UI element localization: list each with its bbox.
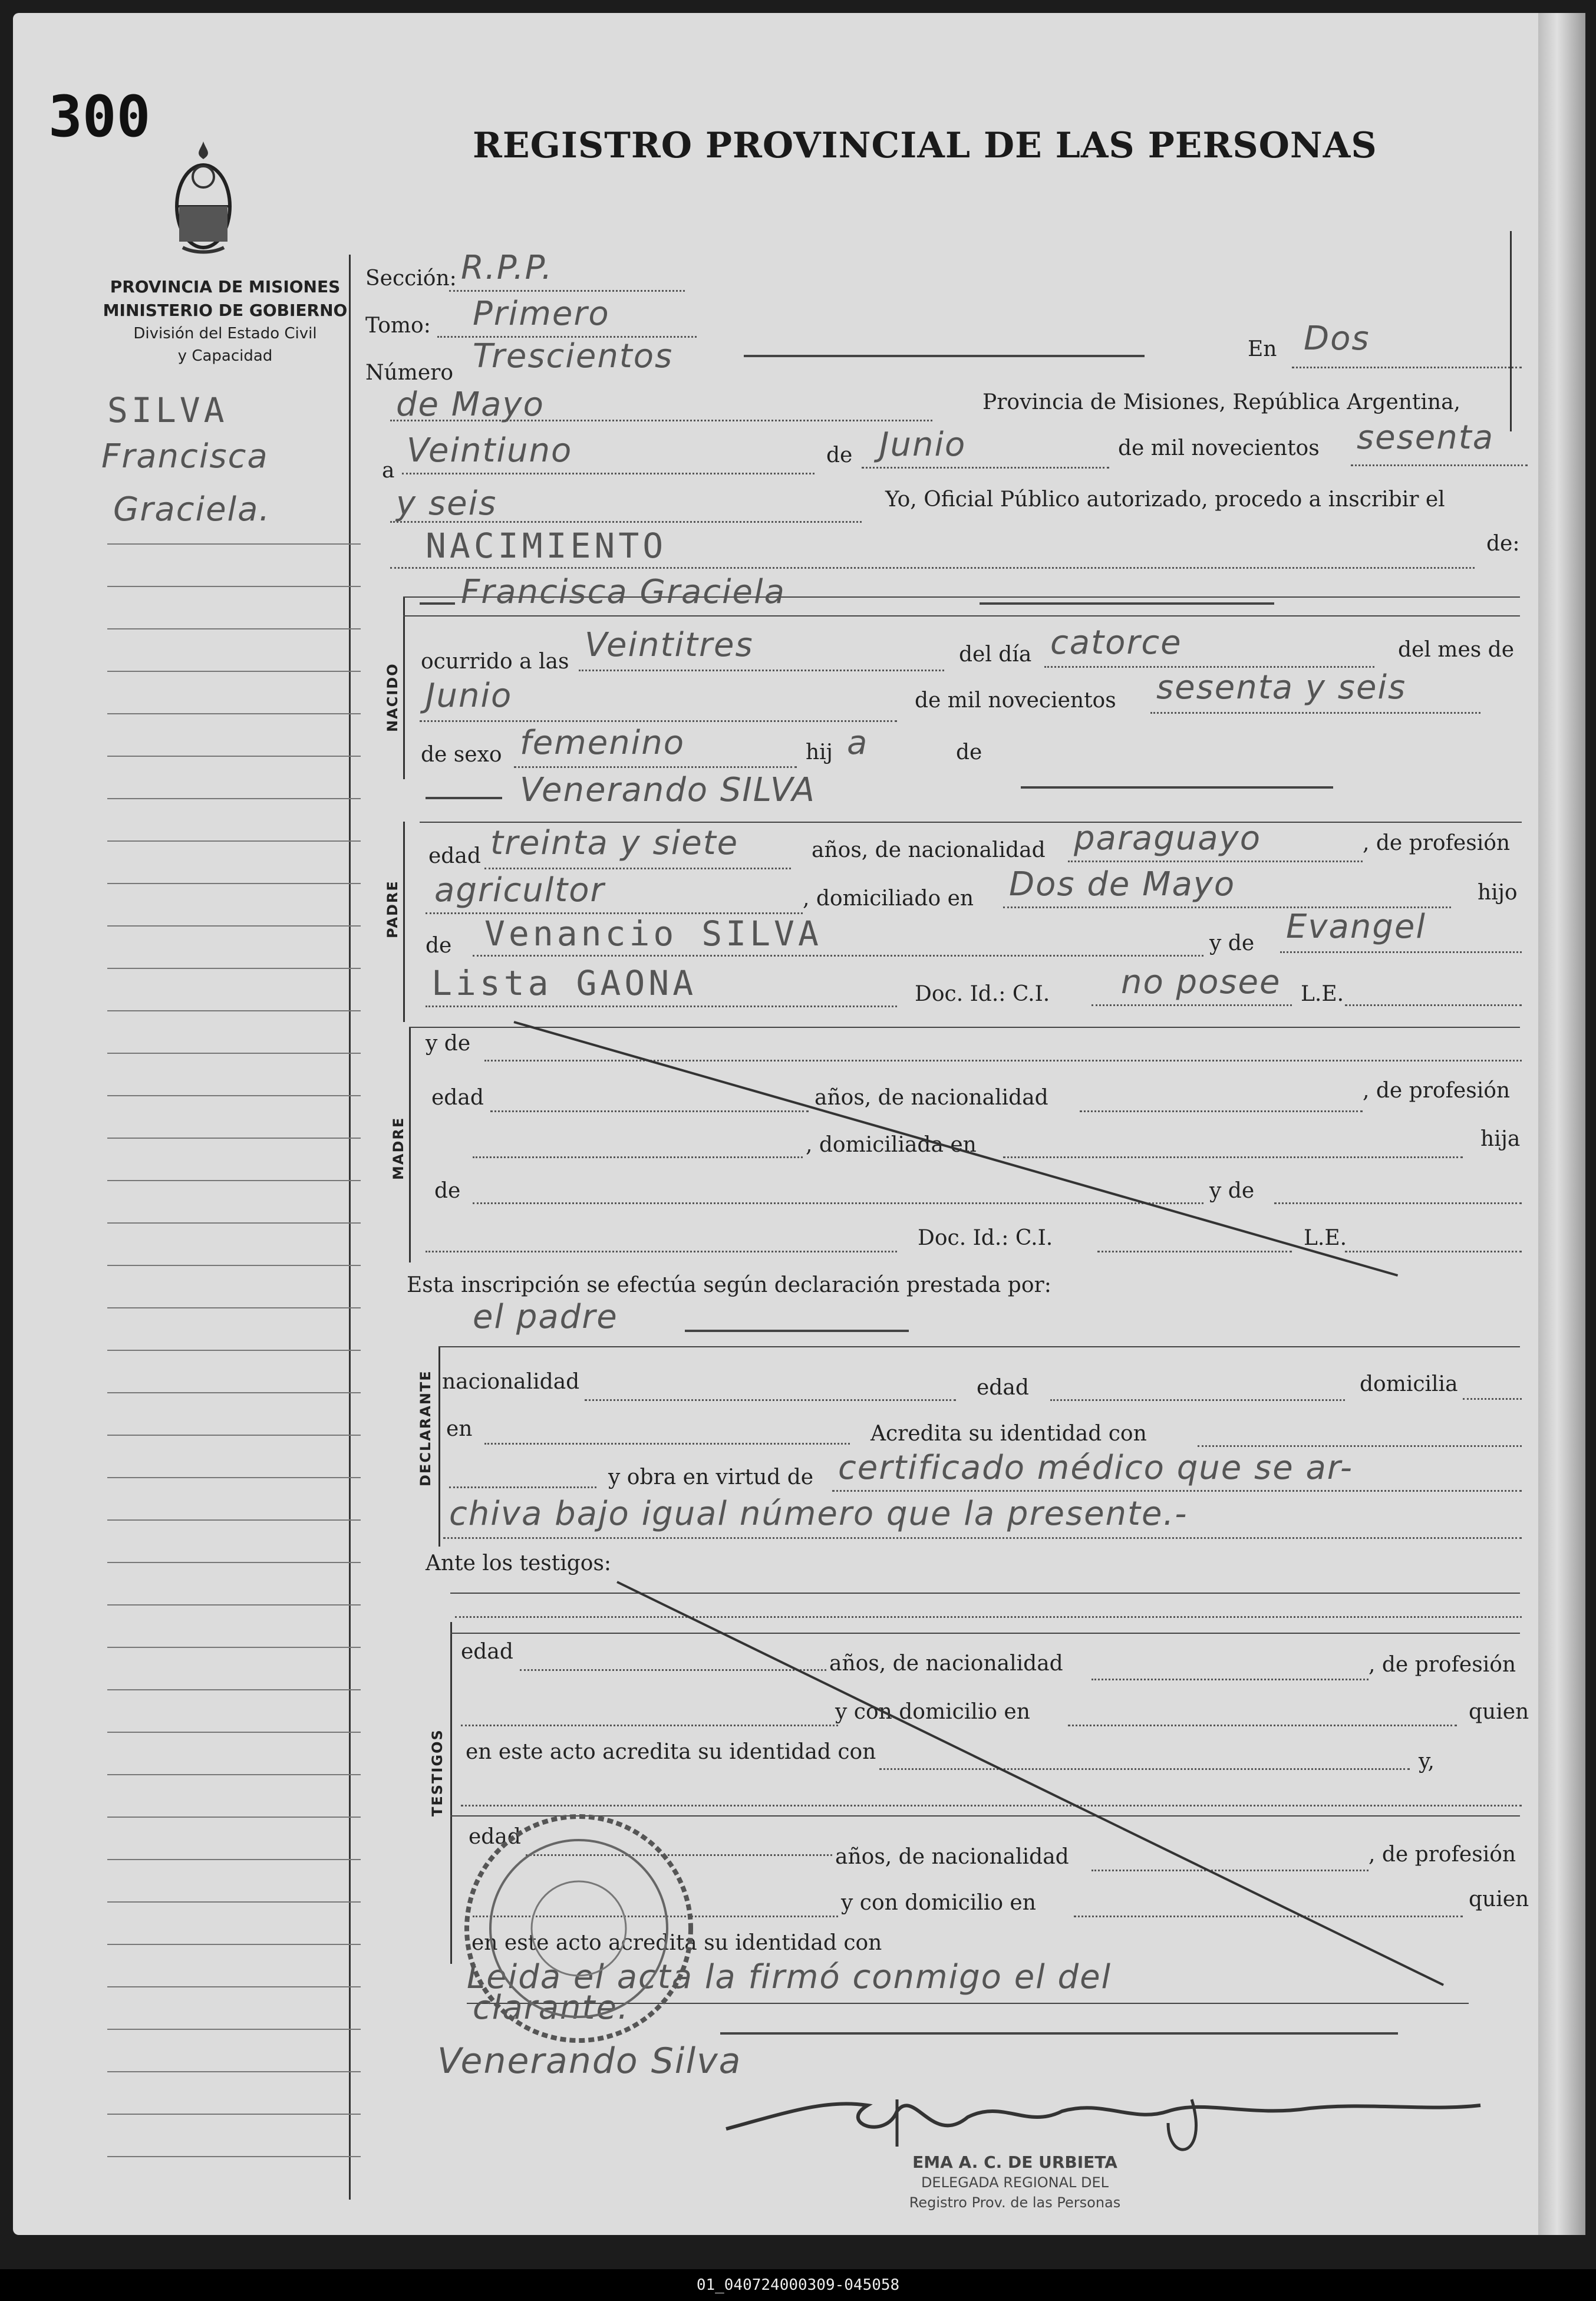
madre-hija-label: hija <box>1480 1127 1521 1151</box>
le-label: L.E. <box>1301 982 1344 1006</box>
t-prof-line <box>461 1725 838 1726</box>
d-obra-pre-line <box>449 1486 596 1488</box>
le-line <box>1345 1004 1522 1006</box>
anio2-line <box>390 521 862 523</box>
de-mil-label: de mil novecientos <box>1118 436 1320 460</box>
y-de-label: y de <box>1209 931 1255 955</box>
abuela2-line <box>426 1006 897 1007</box>
madre-yde-label: y de <box>426 1031 471 1056</box>
madre-edad-label: edad <box>431 1086 484 1110</box>
t-nac-line <box>1092 1679 1369 1680</box>
anio2-value: y seis <box>396 484 497 523</box>
margin-ruled-line <box>107 2114 361 2115</box>
padre-side-label: PADRE <box>384 880 401 938</box>
margin-ruled-line <box>107 1138 361 1139</box>
t2-quien-label: quien <box>1469 1887 1529 1911</box>
ocurrido-label: ocurrido a las <box>421 650 569 674</box>
seccion-label: Sección: <box>365 266 457 291</box>
d-domic-label: domicilia <box>1360 1372 1458 1396</box>
margin-ruled-line <box>107 1604 361 1606</box>
margin-ruled-line <box>107 586 361 587</box>
margin-ruled-line <box>107 628 361 629</box>
madre-de-line <box>473 1202 1203 1204</box>
obra1-line <box>832 1490 1522 1492</box>
left-column-divider <box>349 255 351 2200</box>
ante-label: Ante los testigos: <box>426 1551 612 1575</box>
padre-edad-label: edad <box>428 844 481 868</box>
t-quien-label: quien <box>1469 1700 1529 1724</box>
nacido-side-label: NACIDO <box>384 662 401 732</box>
t-anos-label: años, de nacionalidad <box>829 1651 1063 1676</box>
margin-ruled-line <box>107 671 361 672</box>
en-label: En <box>1248 337 1277 361</box>
image-filename-footer: 01_040724000309-045058 <box>0 2269 1596 2301</box>
margin-ruled-line <box>107 1774 361 1775</box>
book-spine <box>1538 13 1585 2235</box>
t2-anos-label: años, de nacionalidad <box>835 1845 1069 1869</box>
de-mil2-label: de mil novecientos <box>915 688 1116 713</box>
de2-label: de <box>956 740 982 764</box>
provincia-label: Provincia de Misiones, República Argentina, <box>982 390 1461 414</box>
de-label: de <box>826 443 853 467</box>
madre-side-label: MADRE <box>390 1116 407 1180</box>
seccion-line <box>449 290 685 292</box>
padre-dash2 <box>1021 786 1333 789</box>
d-nac-label: nacionalidad <box>442 1370 580 1394</box>
margin-ruled-line <box>107 713 361 714</box>
mes-line <box>862 467 1109 469</box>
numero-label: Número <box>365 361 454 385</box>
t2-nac-line <box>1092 1870 1369 1871</box>
margin-ruled-line <box>107 1901 361 1903</box>
anio-value: sesenta <box>1357 418 1495 457</box>
mes-value: Junio <box>879 426 967 464</box>
margin-ruled-line <box>107 2156 361 2157</box>
t2-ycon-label: y con domicilio en <box>841 1891 1036 1915</box>
margin-ruled-line <box>107 1180 361 1181</box>
anio-nac-value: sesenta y seis <box>1156 668 1407 707</box>
t-ycon-label: y con domicilio en <box>835 1700 1030 1724</box>
madre-prof-line <box>473 1156 803 1158</box>
nombre-under-rule <box>403 615 1520 617</box>
margin-ruled-line <box>107 1053 361 1054</box>
prof-padre-value: agricultor <box>434 871 605 909</box>
abuelo-line <box>473 955 1203 957</box>
en-line <box>1292 367 1522 368</box>
nombre-dash1 <box>420 602 455 605</box>
margin-ruled-line <box>107 968 361 969</box>
margin-ruled-line <box>107 1986 361 1987</box>
t-acto-line <box>879 1768 1410 1770</box>
margin-ruled-line <box>107 925 361 927</box>
padre-top-rule <box>420 822 1522 823</box>
margin-surname: SILVA <box>107 390 228 430</box>
margin-ruled-line <box>107 543 361 545</box>
official-name: EMA A. C. DE URBIETA <box>912 2152 1117 2172</box>
tomo-value: Primero <box>473 295 610 333</box>
madre-de-label: de <box>434 1179 461 1203</box>
d-obra-label: y obra en virtud de <box>608 1465 814 1489</box>
sexo-value: femenino <box>520 724 685 762</box>
d-acredita-label: Acredita su identidad con <box>870 1422 1147 1446</box>
dia-line <box>402 473 815 474</box>
declarant-signature: Venerando Silva <box>437 2040 742 2082</box>
padre-bracket <box>403 822 405 1022</box>
abuelo-value: Venancio SILVA <box>484 914 822 954</box>
hijo-label: hijo <box>1478 881 1518 905</box>
madre-le-line <box>1345 1251 1522 1252</box>
madre-edad-line <box>490 1110 809 1112</box>
doc-padre-line <box>1092 1004 1292 1006</box>
t2-acto-label: en este acto acredita su identidad con <box>471 1931 882 1955</box>
margin-ruled-line <box>107 1732 361 1733</box>
margin-ruled-line <box>107 1222 361 1224</box>
argentina-coat-of-arms-icon <box>171 136 236 259</box>
dia-nac-value: catorce <box>1050 624 1182 662</box>
numero-dash <box>744 355 1145 357</box>
abuela1-line <box>1280 951 1522 953</box>
margin-ruled-line <box>107 2029 361 2030</box>
declarante-bracket <box>438 1346 440 1547</box>
ministry-line-4: y Capacidad <box>177 347 273 365</box>
madre-prof-label: , de profesión <box>1363 1079 1511 1103</box>
padre-anos-label: años, de nacionalidad <box>812 838 1046 862</box>
madre-yde-line <box>484 1060 1522 1062</box>
testigos-side-label: TESTIGOS <box>429 1729 446 1817</box>
edad-padre-line <box>484 868 791 869</box>
mes-nac-line <box>420 720 897 722</box>
right-section-bracket <box>1510 231 1512 431</box>
testigos-top-rule <box>450 1593 1520 1594</box>
margin-secondname: Graciela. <box>113 490 271 529</box>
anio-line <box>1351 464 1528 466</box>
lugar-value: de Mayo <box>396 385 545 424</box>
t-acto-label: en este acto acredita su identidad con <box>466 1740 876 1764</box>
nacido-bracket <box>403 596 405 779</box>
leida2-dash <box>720 2032 1398 2035</box>
testigos-bracket <box>450 1622 452 1964</box>
acto-line <box>390 567 1475 569</box>
madre-doc-label: Doc. Id.: C.I. <box>918 1226 1053 1250</box>
margin-ruled-line <box>107 840 361 842</box>
en-value: Dos <box>1304 319 1370 358</box>
d-en-label: en <box>446 1417 473 1441</box>
sexo-label: de sexo <box>421 743 502 767</box>
acto-value: NACIMIENTO <box>426 526 667 566</box>
margin-ruled-line <box>107 756 361 757</box>
t-edad-line <box>520 1669 826 1671</box>
obra2-line <box>443 1537 1522 1539</box>
official-seal-stamp <box>455 1805 703 2052</box>
edad-padre-value: treinta y siete <box>490 824 739 862</box>
margin-ruled-line <box>107 1435 361 1436</box>
d-en-line <box>484 1443 850 1445</box>
madre-doc-pre-line <box>426 1251 897 1252</box>
madre-top-rule <box>409 1027 1520 1028</box>
dia-value: Veintiuno <box>407 431 573 470</box>
madre-ci-line <box>1097 1251 1292 1252</box>
declarante-top-rule <box>438 1346 1520 1347</box>
padre-prof-label: , de profesión <box>1363 831 1511 855</box>
testigo1-name-line <box>455 1616 1522 1618</box>
madre-bracket <box>409 1027 411 1262</box>
obra1-value: certificado médico que se ar- <box>838 1449 1353 1487</box>
padre-value: Venerando SILVA <box>520 771 816 809</box>
hij-label: hij <box>806 740 833 764</box>
domiciliado-label: , domiciliado en <box>803 886 974 911</box>
lugar-line <box>390 420 932 421</box>
margin-ruled-line <box>107 1350 361 1351</box>
mes-nac-value: Junio <box>426 677 513 715</box>
t2-edad-label: edad <box>469 1825 521 1849</box>
ministry-line-2: MINISTERIO DE GOBIERNO <box>103 301 348 320</box>
madre-yde2-label: y de <box>1209 1179 1255 1203</box>
madre-domic-label: , domiciliada en <box>806 1133 977 1157</box>
esta-label: Esta inscripción se efectúa según declaración prestada por: <box>407 1273 1051 1297</box>
de-colon-label: de: <box>1486 532 1520 556</box>
a-label: a <box>382 459 395 483</box>
madre-nac-line <box>1080 1110 1363 1112</box>
margin-ruled-line <box>107 1392 361 1393</box>
del-dia-label: del día <box>959 642 1032 667</box>
nac-padre-line <box>1068 861 1363 862</box>
t-edad-label: edad <box>461 1640 513 1664</box>
hij-suffix-value: a <box>847 724 869 762</box>
margin-ruled-line <box>107 1010 361 1011</box>
madre-anos-label: años, de nacionalidad <box>815 1086 1048 1110</box>
d-edad-label: edad <box>977 1376 1029 1400</box>
declarante-side-label: DECLARANTE <box>417 1370 434 1486</box>
document-page <box>13 13 1550 2235</box>
margin-ruled-line <box>107 1859 361 1860</box>
del-mes-label: del mes de <box>1398 638 1515 662</box>
t-prof-label: , de profesión <box>1369 1653 1516 1677</box>
d-nac-line <box>585 1399 956 1401</box>
numero-value: Trescientos <box>473 337 674 375</box>
doc-padre-value: no posee <box>1121 963 1281 1001</box>
official-role: DELEGADA REGIONAL DEL <box>921 2174 1109 2191</box>
obra2-value: chiva bajo igual número que la presente.- <box>449 1495 1188 1533</box>
t2-prof-label: , de profesión <box>1369 1842 1516 1867</box>
dia-nac-line <box>1044 666 1374 668</box>
abuela2-value: Lista GAONA <box>431 963 697 1003</box>
t-ycon-line <box>1068 1725 1457 1726</box>
doc-label: Doc. Id.: C.I. <box>915 982 1050 1006</box>
testigo1-rule <box>450 1633 1520 1634</box>
seccion-value: R.P.P. <box>461 249 553 287</box>
margin-ruled-line <box>107 1944 361 1945</box>
tomo-label: Tomo: <box>365 314 431 338</box>
official-stamp-text <box>838 2152 1192 2213</box>
madre-le-label: L.E. <box>1304 1226 1347 1250</box>
declarante-value: el padre <box>473 1298 618 1336</box>
leida1-value: Leida el acta la firmó conmigo el del <box>467 1958 1112 1996</box>
nombre-dash2 <box>980 602 1274 605</box>
d-acredita-line <box>1198 1445 1522 1447</box>
padre-dash1 <box>426 797 502 799</box>
d-domic-line <box>1463 1398 1522 1400</box>
margin-ruled-line <box>107 1477 361 1478</box>
madre-domic-line <box>1003 1156 1463 1158</box>
sexo-line <box>514 766 797 768</box>
margin-ruled-line <box>107 1265 361 1266</box>
margin-ruled-line <box>107 883 361 884</box>
margin-ruled-line <box>107 1095 361 1096</box>
anio-nac-line <box>1150 712 1480 714</box>
margin-ruled-line <box>107 1817 361 1818</box>
margin-ruled-line <box>107 1647 361 1648</box>
margin-ruled-line <box>107 1519 361 1521</box>
ministry-line-1: PROVINCIA DE MISIONES <box>110 277 341 296</box>
leida2-value: clarante. <box>473 1989 629 2027</box>
margin-ruled-line <box>107 2071 361 2072</box>
yo-label: Yo, Oficial Público autorizado, procedo a inscribir el <box>885 487 1445 512</box>
nac-padre-value: paraguayo <box>1074 819 1261 858</box>
page-number: 300 <box>48 84 151 150</box>
margin-ruled-line <box>107 798 361 799</box>
testigos-cancel-stroke <box>616 1581 1444 1986</box>
t-y-label: y, <box>1419 1749 1435 1773</box>
madre-yde2-line <box>1274 1202 1522 1204</box>
declarante-dash <box>685 1330 909 1332</box>
margin-ruled-line <box>107 1689 361 1690</box>
nombre-value: Francisca Graciela <box>461 573 786 611</box>
margin-ruled-line <box>107 1562 361 1563</box>
domic-padre-value: Dos de Mayo <box>1009 865 1236 904</box>
ministry-block <box>84 275 367 367</box>
document-title: REGISTRO PROVINCIAL DE LAS PERSONAS <box>473 125 1377 166</box>
ministry-line-3: División del Estado Civil <box>133 325 317 342</box>
hora-line <box>579 670 944 671</box>
margin-firstname: Francisca <box>101 437 269 476</box>
official-office: Registro Prov. de las Personas <box>909 2194 1121 2211</box>
margin-ruled-line <box>107 1307 361 1308</box>
abuela1-value: Evangel <box>1286 908 1426 946</box>
t2-ycon-line <box>1074 1916 1463 1917</box>
padre-de-label: de <box>426 934 452 958</box>
d-edad-line <box>1050 1399 1345 1401</box>
hora-value: Veintitres <box>585 626 754 664</box>
